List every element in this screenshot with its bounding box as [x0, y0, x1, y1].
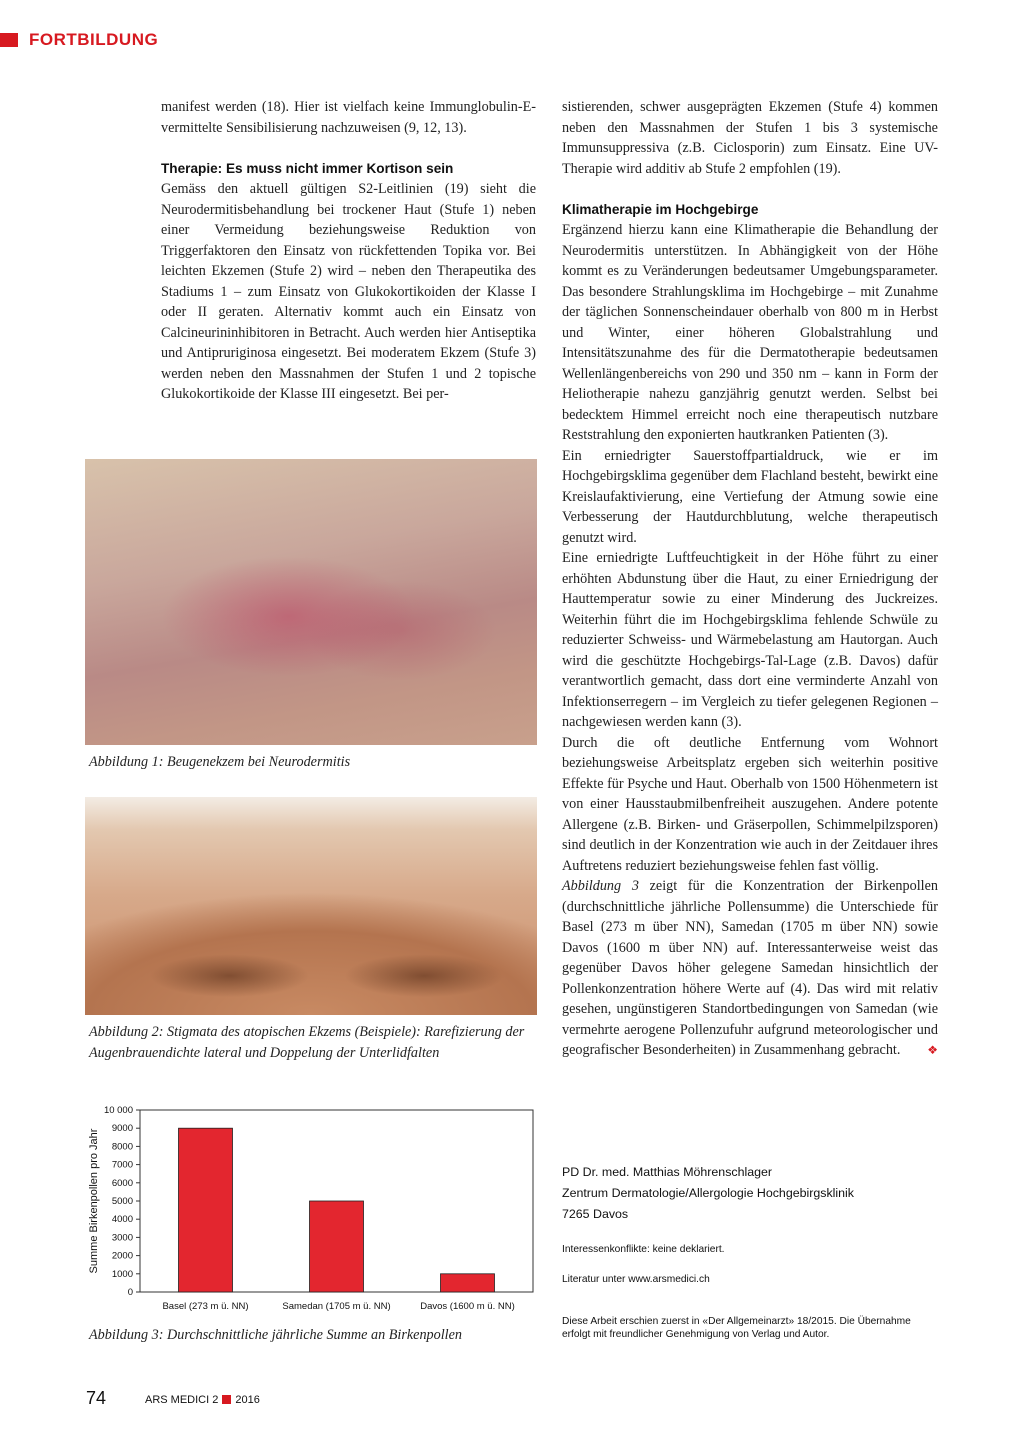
paragraph: Ein erniedrigter Sauerstoffpartialdruck, wie er im Hochgebirgsklima gegenüber dem Flachland besteht, bewirkt eine Kreislaufaktivierung, eine Vertiefung der Atmung sowie eine Verbesserung der Hautdurchblutung, welche therapeutisch genutzt wird. [562, 447, 938, 546]
y-tick-label: 9000 [111, 1123, 133, 1135]
y-tick-label: 5000 [111, 1196, 133, 1207]
section-title: FORTBILDUNG [29, 30, 159, 49]
end-mark-icon: ❖ [927, 1043, 938, 1057]
y-tick-label: 7000 [111, 1159, 133, 1171]
reprint-note: Diese Arbeit erschien zuerst in «Der Allgemeinarzt» 18/2015. Die Übernahme erfolgt mit freundlicher Genehmigung von Verlag und Autor. [562, 1316, 911, 1340]
author-name: PD Dr. med. Matthias Möhrenschlager [562, 1165, 773, 1179]
paragraph: Gemäss den aktuell gültigen S2-Leitlinien (19) sieht die Neurodermitisbehandlung bei trockener Haut (Stufe 1) neben einer Vermeidung beziehungsweise Reduktion von Triggerfaktoren den Einsatz von rückfettenden Topika vor. Bei leichten Ekzemen (Stufe 2) wird – neben den Therapeutika des Stadiums 1 – zum Einsatz von Glukokortikoiden der Klasse I oder II geraten. Alternativ kommt auch ein Einsatz von Calcineurininhibitoren in Betracht. Auch werden hier Antiseptika und Antipruriginosa eingesetzt. Bei moderatem Ekzem (Stufe 3) werden neben den Massnahmen der Stufen 1 und 2 topische Glukokortikoide der Klasse III eingesetzt. Bei per- [161, 181, 536, 402]
figure-3-caption: Abbildung 3: Durchschnittliche jährliche Summe an Birkenpollen [89, 1327, 463, 1343]
x-tick-label: Samedan (1705 m ü. NN) [282, 1301, 391, 1312]
paragraph: manifest werden (18). Hier ist vielfach keine Immunglobulin-E-vermittelte Sensibilisierung nachzuweisen (9, 12, 13). [161, 99, 536, 136]
y-tick-label: 3000 [111, 1232, 133, 1244]
y-tick-label: 0 [127, 1287, 133, 1298]
y-tick-label: 1000 [111, 1268, 133, 1280]
figure-reference: Abbildung 3 [562, 878, 639, 894]
author-block [562, 1162, 938, 1225]
magazine-year: 2016 [235, 1394, 260, 1406]
x-tick-label: Davos (1600 m ü. NN) [420, 1301, 515, 1312]
y-tick-label: 8000 [111, 1141, 133, 1153]
text-column-right [562, 97, 938, 1061]
subheading-therapy: Therapie: Es muss nicht immer Kortison sein [161, 160, 454, 176]
birch-pollen-bar-chart [85, 1100, 537, 1322]
figure-1-skin-photo [85, 459, 537, 745]
bar [179, 1128, 233, 1292]
paragraph: Eine erniedrigte Luftfeuchtigkeit in der Höhe führt zu einer erhöhten Abdunstung über die Haut, zu einer Erniedrigung der Hauttemperatur sowie zu einer Minderung des Juckreizes. Weiterhin führt die im Hochgebirgsklima fehlende Schwüle zu reduzierter Schweiss- und Wärmebelastung am Hautorgan. Auch wird die geschützte Hochgebirgs-Tal-Lage (z.B. Davos) dafür verantwortlich gemacht, dass dort eine verminderte Anzahl von Infektionserregern – im Vergleich zu tiefer gelegenen Regionen – nachgewiesen werden kann (3). [562, 550, 938, 730]
text-column-left [161, 97, 536, 405]
figure-2-caption: Abbildung 2: Stigmata des atopischen Ekzems (Beispiele): Rarefizierung der Augenbrauendichte lateral und Doppelung der Unterlidfalten [89, 1024, 525, 1061]
paragraph: Durch die oft deutliche Entfernung vom Wohnort beziehungsweise Arbeitsplatz ergeben sich weiterhin positive Effekte für Psyche und Haut. Oberhalb von 1500 Höhenmetern ist von einer Hausstaubmilbenfreiheit auszugehen. Andere potente Allergene (z.B. Birken- und Gräserpollen, Schimmelpilzsporen) sind deutlich in der Konzentration wie auch in der Zeitdauer ihres Auftretens reduziert beziehungsweise fehlen fast völlig. [562, 734, 938, 874]
footer-magazine [145, 1394, 260, 1406]
bar [310, 1201, 364, 1292]
x-tick-label: Basel (273 m ü. NN) [162, 1301, 249, 1312]
bar [441, 1274, 495, 1292]
magazine-name: ARS MEDICI 2 [145, 1394, 219, 1406]
figure-1-caption: Abbildung 1: Beugenekzem bei Neurodermitis [89, 754, 351, 770]
y-tick-label: 6000 [111, 1177, 133, 1189]
paragraph: Ergänzend hierzu kann eine Klimatherapie die Behandlung der Neurodermitis unterstützen. In Abhängigkeit von der Höhe kommt es zu Veränderungen bedeutsamer Umgebungsparameter. Das besondere Strahlungsklima im Hochgebirge – mit Zunahme der täglichen Sonnenscheindauer oberhalb von 800 m in Herbst und Winter, einer höheren Globalstrahlung und Intensitätszunahme des für die Dermatotherapie bedeutsamen Wellenlängenbereichs von 290 und 350 nm – kann in Form der Heliotherapie nahezu ganzjährig genutzt werden. Selbst bei bedecktem Himmel erreicht noch eine therapeutisch nutzbare Reststrahlung den exponierten hautkranken Patienten (3). [562, 222, 938, 443]
y-tick-label: 4000 [111, 1214, 133, 1226]
paragraph [562, 876, 938, 1061]
footer-accent-square [222, 1395, 231, 1404]
y-tick-label: 2000 [111, 1250, 133, 1262]
literature-note: Literatur unter www.arsmedici.ch [562, 1274, 710, 1285]
y-tick-label: 10 000 [103, 1105, 133, 1116]
subheading-climate: Klimatherapie im Hochgebirge [562, 201, 759, 217]
conflict-note: Interessenkonflikte: keine deklariert. [562, 1244, 725, 1255]
paragraph-text: zeigt für die Konzentration der Birkenpollen (durchschnittliche jährliche Pollensumme) die Unterschiede für Basel (273 m über NN), Samedan (1705 m über NN) sowie Davos (1600 m über NN) auf. Interessanterweise weist das gegenüber Davos höher gelegene Samedan hinsichtlich der Pollenkonzentration höhere Werte auf (4). Das wird mit relativ gesehen, ungünstigeren Standortbedingungen von Samedan (wie vermehrte aerogene Pollenzufuhr aufgrund meteorologischer und geografischer Besonderheiten) in Zusammenhang gebracht. [562, 878, 938, 1058]
y-axis-label: Summe Birkenpollen pro Jahr [88, 1128, 100, 1274]
author-institution: Zentrum Dermatologie/Allergologie Hochgebirgsklinik [562, 1186, 855, 1200]
paragraph: sistierenden, schwer ausgeprägten Ekzemen (Stufe 4) kommen neben den Massnahmen der Stufen 1 bis 3 systemische Immunsuppressiva (z.B. Ciclosporin) zum Einsatz. Eine UV-Therapie wird additiv ab Stufe 2 empfohlen (19). [562, 99, 938, 177]
author-city: 7265 Davos [562, 1207, 629, 1221]
figure-2-face-photo [85, 797, 537, 1015]
page-number: 74 [86, 1388, 107, 1408]
header-accent-square [0, 33, 18, 47]
